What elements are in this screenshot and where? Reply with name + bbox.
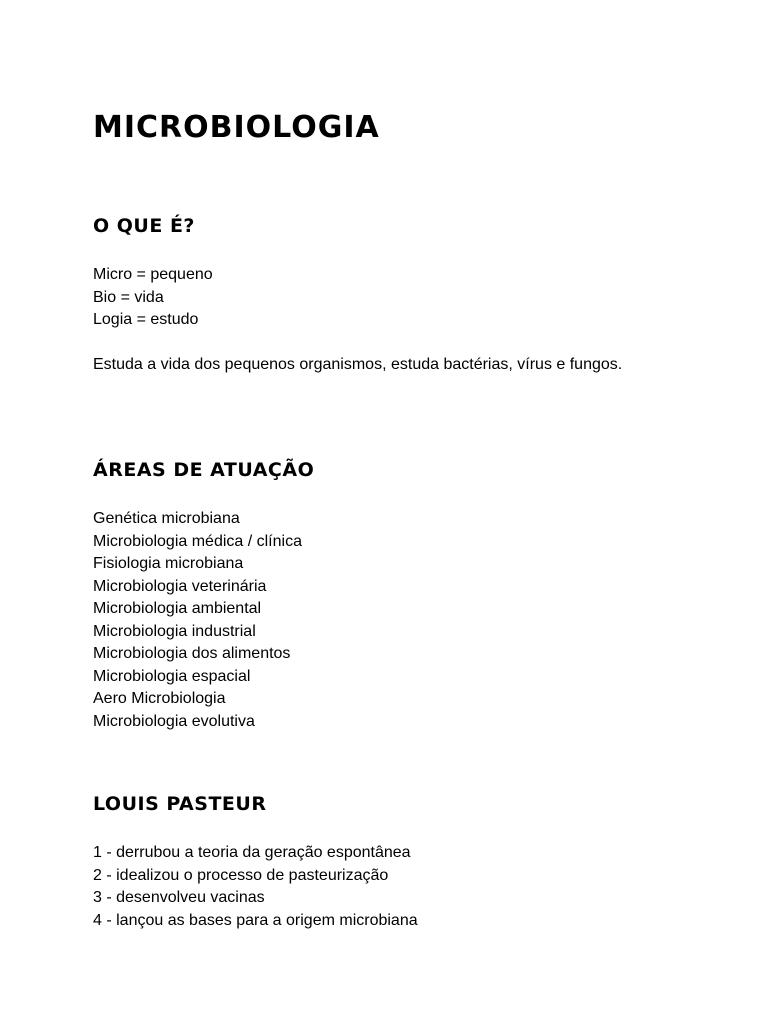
- document-title: MICROBIOLOGIA: [93, 110, 380, 145]
- area-item: Genética microbiana: [93, 510, 240, 527]
- area-item: Microbiologia veterinária: [93, 577, 267, 595]
- area-item: Aero Microbiologia: [93, 690, 226, 707]
- areas-list: [93, 508, 302, 733]
- area-item: Microbiologia evolutiva: [93, 712, 255, 730]
- pasteur-item: 3 - desenvolveu vacinas: [93, 889, 265, 906]
- section-heading-what-is: O QUE É?: [93, 215, 195, 237]
- area-item: Microbiologia industrial: [93, 622, 256, 640]
- area-item: Microbiologia espacial: [93, 667, 251, 685]
- definition-line: Logia = estudo: [93, 311, 199, 328]
- section-heading-areas: ÁREAS DE ATUAÇÃO: [93, 459, 315, 481]
- pasteur-list: [93, 842, 418, 932]
- pasteur-item: 2 - idealizou o processo de pasteurização: [93, 866, 389, 884]
- section-heading-pasteur: LOUIS PASTEUR: [93, 793, 267, 815]
- area-item: Microbiologia dos alimentos: [93, 645, 291, 662]
- area-item: Fisiologia microbiana: [93, 555, 244, 572]
- definition-line: Micro = pequeno: [93, 266, 213, 283]
- pasteur-item: 1 - derrubou a teoria da geração espontânea: [93, 844, 411, 861]
- definition-line: Bio = vida: [93, 288, 164, 306]
- pasteur-item: 4 - lançou as bases para a origem microbiana: [93, 911, 418, 929]
- description-paragraph: Estuda a vida dos pequenos organismos, estuda bactérias, vírus e fungos.: [93, 356, 623, 373]
- definition-list: [93, 264, 213, 332]
- area-item: Microbiologia ambiental: [93, 600, 262, 617]
- area-item: Microbiologia médica / clínica: [93, 532, 302, 550]
